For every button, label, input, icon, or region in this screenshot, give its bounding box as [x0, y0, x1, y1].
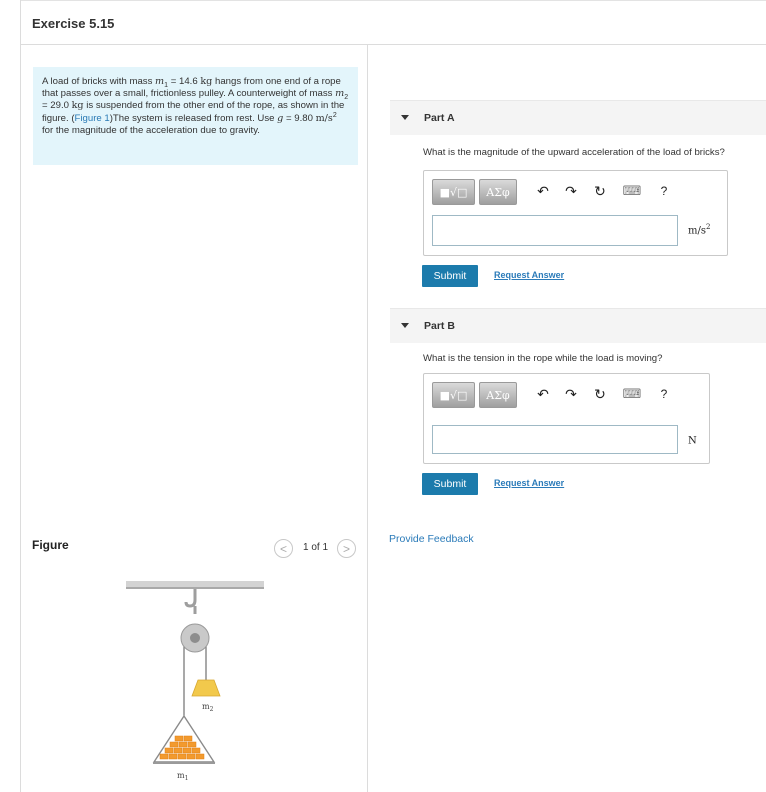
- greek-symbols-button[interactable]: [479, 382, 517, 408]
- help-icon[interactable]: ?: [660, 184, 668, 198]
- g-unit: m/s: [315, 112, 333, 124]
- ceiling-bar-shadow: [126, 587, 264, 589]
- part-b-unit: N: [688, 435, 697, 447]
- g-exponent: 2: [332, 111, 337, 119]
- column-divider: [367, 44, 368, 792]
- page-left-border: [20, 0, 21, 792]
- g-symbol: g: [277, 112, 284, 124]
- m1-figure-label: $m_1$: [177, 771, 189, 782]
- caret-down-icon: [401, 323, 409, 328]
- figure-next-button[interactable]: [337, 539, 356, 558]
- m2-symbol: m: [335, 88, 345, 100]
- part-b-request-answer-link[interactable]: Request Answer: [494, 478, 565, 488]
- part-b-answer-input[interactable]: [432, 425, 678, 454]
- ceiling-hook-icon: [186, 589, 195, 606]
- problem-text: for the magnitude of the acceleration due to gravity.: [42, 124, 260, 136]
- figure-pager-text: 1 of 1: [303, 542, 329, 553]
- problem-text: A load of bricks with mass: [42, 76, 153, 87]
- m1-symbol: m: [155, 76, 165, 87]
- figure-heading: Figure: [32, 538, 69, 552]
- undo-icon[interactable]: ↶: [537, 385, 549, 402]
- part-a-submit-button[interactable]: Submit: [422, 265, 478, 287]
- m1-subscript: 1: [164, 81, 169, 89]
- m2-value: = 29.0: [42, 100, 72, 112]
- brick-pallet: [153, 762, 215, 764]
- part-a-request-answer-link[interactable]: Request Answer: [494, 270, 565, 280]
- keyboard-icon[interactable]: ⌨: [622, 183, 642, 198]
- part-b-title: Part B: [424, 320, 455, 332]
- redo-icon[interactable]: ↷: [565, 385, 577, 402]
- m1-value: = 14.6: [168, 76, 201, 87]
- undo-icon[interactable]: ↶: [537, 182, 549, 199]
- part-a-unit: $m/s^2$: [688, 223, 711, 237]
- figure-prev-button[interactable]: [274, 539, 293, 558]
- m2-unit: kg: [71, 100, 84, 112]
- part-b-submit-button[interactable]: Submit: [422, 473, 478, 495]
- g-value: = 9.80: [283, 112, 316, 124]
- part-b-header[interactable]: [390, 308, 766, 343]
- problem-text: )The system is released from rest. Use: [109, 112, 278, 124]
- problem-text: hangs from one end of a rope that passes over a small, frictionless pulley. A counterweight of mass: [42, 76, 341, 100]
- figure-link[interactable]: Figure 1: [74, 112, 110, 124]
- ceiling-bar: [126, 581, 264, 588]
- templates-button[interactable]: [432, 382, 475, 408]
- templates-button[interactable]: [432, 179, 475, 205]
- part-a-answer-area: [423, 170, 728, 256]
- templates-icon: ■√□: [439, 185, 468, 199]
- m2-figure-label: $m_2$: [202, 702, 214, 713]
- greek-symbols-label: ΑΣφ: [486, 388, 510, 402]
- m2-subscript: 2: [344, 94, 349, 102]
- exercise-title: Exercise 5.15: [32, 16, 115, 31]
- redo-icon[interactable]: ↷: [565, 182, 577, 199]
- chevron-right-icon: >: [342, 541, 350, 556]
- counterweight-m2: [192, 680, 220, 696]
- help-icon[interactable]: ?: [660, 387, 668, 401]
- part-a-question: What is the magnitude of the upward acceleration of the load of bricks?: [423, 147, 725, 158]
- keyboard-icon[interactable]: ⌨: [622, 386, 642, 401]
- caret-down-icon: [401, 115, 409, 120]
- page-top-border: [20, 0, 766, 1]
- templates-icon: ■√□: [439, 388, 468, 402]
- brick-load-m1: [160, 736, 204, 759]
- reset-icon[interactable]: ↻: [594, 182, 606, 199]
- part-a-title: Part A: [424, 112, 455, 124]
- greek-symbols-label: ΑΣφ: [486, 185, 510, 199]
- provide-feedback-link[interactable]: Provide Feedback: [389, 533, 474, 545]
- problem-text: is suspended from the other end of the rope, as shown in the figure. (: [42, 100, 345, 124]
- part-b-question: What is the tension in the rope while the load is moving?: [423, 353, 663, 364]
- reset-icon[interactable]: ↻: [594, 385, 606, 402]
- title-divider: [20, 44, 766, 45]
- pulley-figure: [120, 576, 270, 786]
- pulley-axle: [190, 633, 200, 643]
- m1-unit: kg: [200, 76, 213, 87]
- part-a-answer-input[interactable]: [432, 215, 678, 246]
- problem-statement: [33, 67, 358, 165]
- greek-symbols-button[interactable]: [479, 179, 517, 205]
- chevron-left-icon: <: [279, 541, 287, 556]
- part-b-answer-area: [423, 373, 710, 464]
- part-a-header[interactable]: [390, 100, 766, 135]
